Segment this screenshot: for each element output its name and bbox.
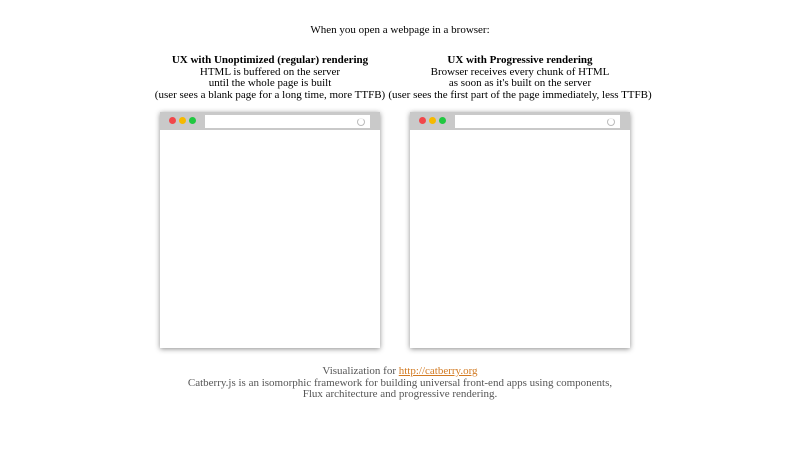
page-title: When you open a webpage in a browser: <box>310 24 490 36</box>
maximize-dot-icon <box>189 117 196 124</box>
address-bar <box>455 115 620 128</box>
minimize-dot-icon <box>179 117 186 124</box>
right-line: as soon as it's built on the server <box>448 77 592 89</box>
left-heading: UX with Unoptimized (regular) rendering <box>171 54 369 66</box>
minimize-dot-icon <box>429 117 436 124</box>
footer-description-2: Flux architecture and progressive rendering. <box>302 388 498 400</box>
maximize-dot-icon <box>439 117 446 124</box>
footer-prefix: Visualization for <box>322 365 399 377</box>
left-line: HTML is buffered on the server <box>199 65 341 78</box>
address-bar <box>205 115 370 128</box>
right-line: Browser receives every chunk of HTML <box>430 65 610 78</box>
unoptimized-browser-window <box>160 112 380 348</box>
left-line: (user sees a blank page for a long time, more TTFB) <box>154 88 386 101</box>
right-description <box>370 55 670 101</box>
loading-spinner-icon <box>607 118 615 126</box>
close-dot-icon <box>419 117 426 124</box>
progressive-browser-window <box>410 112 630 348</box>
right-line: (user sees the first part of the page immediately, less TTFB) <box>388 88 652 101</box>
catberry-link[interactable]: http://catberry.org <box>398 365 478 377</box>
right-heading: UX with Progressive rendering <box>447 54 593 66</box>
footer <box>0 366 800 401</box>
loading-spinner-icon <box>357 118 365 126</box>
close-dot-icon <box>169 117 176 124</box>
left-line: until the whole page is built <box>208 77 332 89</box>
browser-title-bar <box>410 112 630 130</box>
footer-description: Catberry.js is an isomorphic framework for building universal front-end apps using components, <box>187 376 613 389</box>
browser-title-bar <box>160 112 380 130</box>
